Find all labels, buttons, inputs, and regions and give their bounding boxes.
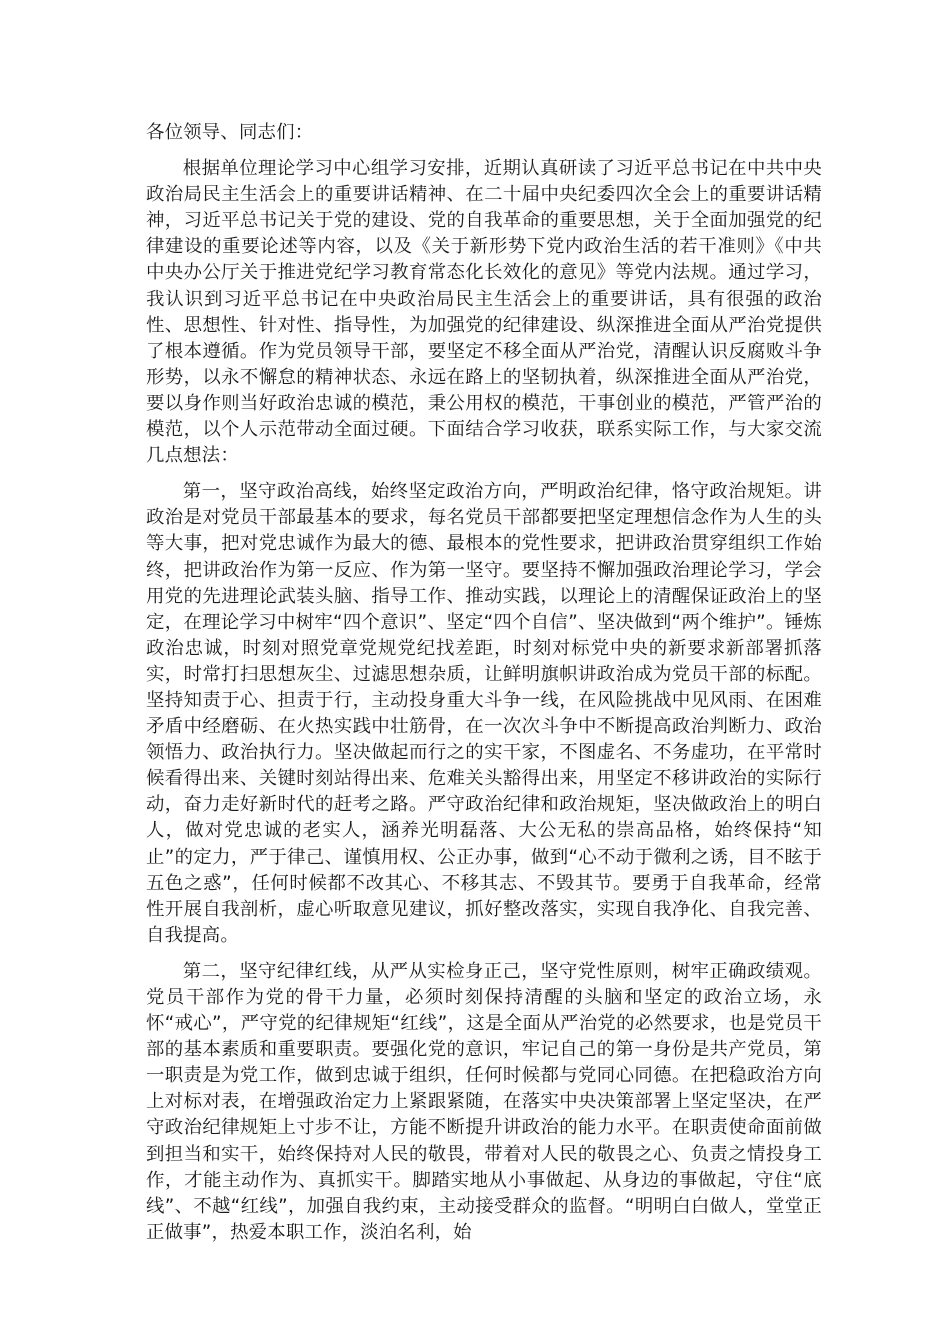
paragraph-second-point: 第二，坚守纪律红线，从严从实检身正己，坚守党性原则，树牢正确政绩观。党员干部作为党的骨干力量，必须时刻保持清醒的头脑和坚定的政治立场，永怀“戒心”，严守党的纪律规矩“红线”，这是全面从严治党的必然要求，也是党员干部的基本素质和重要职责。要强化党的意识，牢记自己的第一身份是共产党员，第一职责是为党工作，做到忠诚于组织，任何时候都与党同心同德。在把稳政治方向上对标对表，在增强政治定力上紧跟紧随，在落实中央决策部署上坚定坚决，在严守政治纪律规矩上寸步不让，方能不断提升讲政治的能力水平。在职责使命面前做到担当和实干，始终保持对人民的敬畏，带着对人民的敬畏之心、负责之情投身工作，才能主动作为、真抓实干。脚踏实地从小事做起、从身边的事做起，守住“底线”、不越“红线”，加强自我约束，主动接受群众的监督。“明明白白做人，堂堂正正做事”，热爱本职工作，淡泊名利，始 xyxy=(146,960,822,1243)
document-body xyxy=(146,120,822,1256)
greeting: 各位领导、同志们： xyxy=(146,122,314,143)
paragraph-intro: 根据单位理论学习中心组学习安排，近期认真研读了习近平总书记在中共中央政治局民主生活会上的重要讲话精神、在二十届中央纪委四次全会上的重要讲话精神，习近平总书记关于党的建设、党的自我革命的重要思想，关于全面加强党的纪律建设的重要论述等内容，以及《关于新形势下党内政治生活的若干准则》《中共中央办公厅关于推进党纪学习教育常态化长效化的意见》等党内法规。通过学习，我认识到习近平总书记在中央政治局民主生活会上的重要讲话，具有很强的政治性、思想性、针对性、指导性，为加强党的纪律建设、纵深推进全面从严治党提供了根本遵循。作为党员领导干部，要坚定不移全面从严治党，清醒认识反腐败斗争形势，以永不懈怠的精神状态、永远在路上的坚韧执着，纵深推进全面从严治党，要以身作则当好政治忠诚的模范，秉公用权的模范，干事创业的模范，严管严治的模范，以个人示范带动全面过硬。下面结合学习收获，联系实际工作，与大家交流几点想法： xyxy=(146,158,822,467)
paragraph-first-point: 第一，坚守政治高线，始终坚定政治方向，严明政治纪律，恪守政治规矩。讲政治是对党员干部最基本的要求，每名党员干部都要把坚定理想信念作为人生的头等大事，把对党忠诚作为最大的德、最根本的党性要求，把讲政治贯穿组织工作始终，把讲政治作为第一反应、作为第一坚守。要坚持不懈加强政治理论学习，学会用党的先进理论武装头脑、指导工作、推动实践，以理论上的清醒保证政治上的坚定，在理论学习中树牢“四个意识”、坚定“四个自信”、坚决做到“两个维护”。锤炼政治忠诚，时刻对照党章党规党纪找差距，时刻对标党中央的新要求新部署抓落实，时常打扫思想灰尘、过滤思想杂质，让鲜明旗帜讲政治成为党员干部的标配。坚持知责于心、担责于行，主动投身重大斗争一线，在风险挑战中见风雨、在困难矛盾中经磨砺、在火热实践中壮筋骨，在一次次斗争中不断提高政治判断力、政治领悟力、政治执行力。坚决做起而行之的实干家，不图虚名、不务虚功，在平常时候看得出来、关键时刻站得出来、危难关头豁得出来，用坚定不移讲政治的实际行动，奋力走好新时代的赶考之路。严守政治纪律和政治规矩，坚决做政治上的明白人，做对党忠诚的老实人，涵养光明磊落、大公无私的崇高品格，始终保持“知止”的定力，严于律己、谨慎用权、公正办事，做到“心不动于微利之诱，目不眩于五色之惑”，任何时候都不改其心、不移其志、不毁其节。要勇于自我革命，经常性开展自我剖析，虚心听取意见建议，抓好整改落实，实现自我净化、自我完善、自我提高。 xyxy=(146,481,822,946)
